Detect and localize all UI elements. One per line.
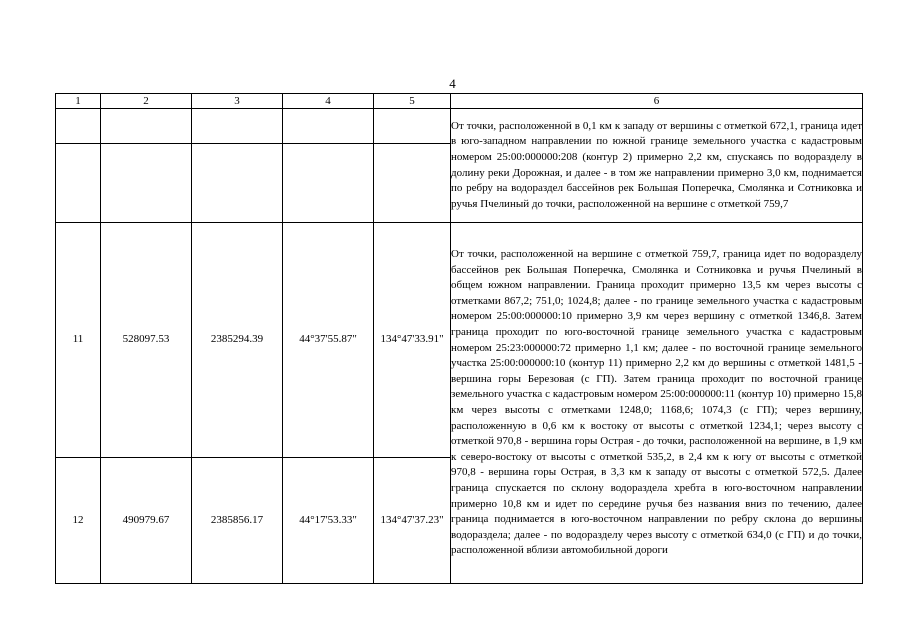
page-number: 4 bbox=[449, 76, 456, 91]
boundary-description-cell bbox=[451, 223, 863, 584]
point-number-cell bbox=[56, 144, 101, 223]
column-header: 6 bbox=[451, 94, 863, 109]
longitude-cell bbox=[374, 109, 451, 144]
column-header: 1 bbox=[56, 94, 101, 109]
column-header: 4 bbox=[283, 94, 374, 109]
latitude-cell bbox=[283, 109, 374, 144]
x-coordinate-cell: 490979.67 bbox=[101, 458, 192, 584]
y-coordinate-cell bbox=[192, 109, 283, 144]
longitude-cell bbox=[374, 144, 451, 223]
column-header: 2 bbox=[101, 94, 192, 109]
column-header: 5 bbox=[374, 94, 451, 109]
x-coordinate-cell bbox=[101, 144, 192, 223]
point-number-cell: 12 bbox=[56, 458, 101, 584]
coordinates-table bbox=[55, 93, 863, 584]
x-coordinate-cell bbox=[101, 109, 192, 144]
point-number-cell: 11 bbox=[56, 223, 101, 458]
boundary-description-cell bbox=[451, 109, 863, 223]
boundary-description-text: От точки, расположенной на вершине с отметкой 759,7, граница идет по водоразделу бассейнов рек Большая Поперечка, Смолянка и Сотниковка и ручья Пчелиный в общем южном направлении. Граница проходит примерно 13,5 км через высоты с отметками 867,2; 751,0; 1024,8; далее - по границе земельного участка с кадастровым номером 25:00:000000:10 примерно 3,9 км через вершину с отметкой 1346,8. Затем граница проходит по юго-восточной границе земельного участка с кадастровым номером 25:23:000000:72 примерно 1,1 км; далее - по восточной границе земельного участка 25:00:000000:10 (контур 11) примерно 2,2 км до вершины с отметкой 1481,5 - вершина горы Березовая (с ГП). Затем граница проходит по восточной границе земельного участка с кадастровым номером 25:00:000000:11 (контур 10) примерно 15,8 км через высоты с отметками 1248,0; 1168,6; 1074,3 (с ГП); через вершину, расположенную в 0,6 км к востоку от высоты с отметкой 1234,1; через высоту с отметкой 970,8 - вершина горы Острая - до точки, расположенной на вершине, в 1,9 км к северо-востоку от высоты с отметкой 535,2, в 2,4 км к югу от высоты с отметкой 970,8 - вершина горы Острая, в 3,3 км к западу от высоты с отметкой 572,5. Далее граница спускается по склону водораздела хребта в юго-восточном направлении примерно 10,8 км и идет по середине ручья без названия вниз по течению, далее граница поднимается в юго-восточном направлении по ребру склона до вершины водораздела; далее - по водоразделу через высоту с отметкой 634,0 (с ГП) и до точки, расположенной вблизи автомобильной дороги bbox=[451, 248, 862, 557]
latitude-cell: 44°37'55.87" bbox=[283, 223, 374, 458]
x-coordinate-cell: 528097.53 bbox=[101, 223, 192, 458]
table-row bbox=[56, 109, 863, 144]
y-coordinate-cell bbox=[192, 144, 283, 223]
latitude-cell: 44°17'53.33" bbox=[283, 458, 374, 584]
y-coordinate-cell: 2385294.39 bbox=[192, 223, 283, 458]
table-row bbox=[56, 223, 863, 458]
longitude-cell: 134°47'33.91" bbox=[374, 223, 451, 458]
header-row bbox=[56, 94, 863, 109]
y-coordinate-cell: 2385856.17 bbox=[192, 458, 283, 584]
longitude-cell: 134°47'37.23" bbox=[374, 458, 451, 584]
column-header: 3 bbox=[192, 94, 283, 109]
boundary-description-text: От точки, расположенной в 0,1 км к западу от вершины с отметкой 672,1, граница идет в юго-западном направлении по южной границе земельного участка с кадастровым номером 25:00:000000:208 (контур 2) примерно 2,2 км, спускаясь по водоразделу в долину реки Дорожная, и далее - в том же направлении примерно 3,0 км, поднимается по ребру на водораздел бассейнов рек Большая Поперечка, Смолянка и Сотниковка и ручья Пчелиный до точки, расположенной на вершине с отметкой 759,7 bbox=[451, 119, 862, 210]
point-number-cell bbox=[56, 109, 101, 144]
latitude-cell bbox=[283, 144, 374, 223]
